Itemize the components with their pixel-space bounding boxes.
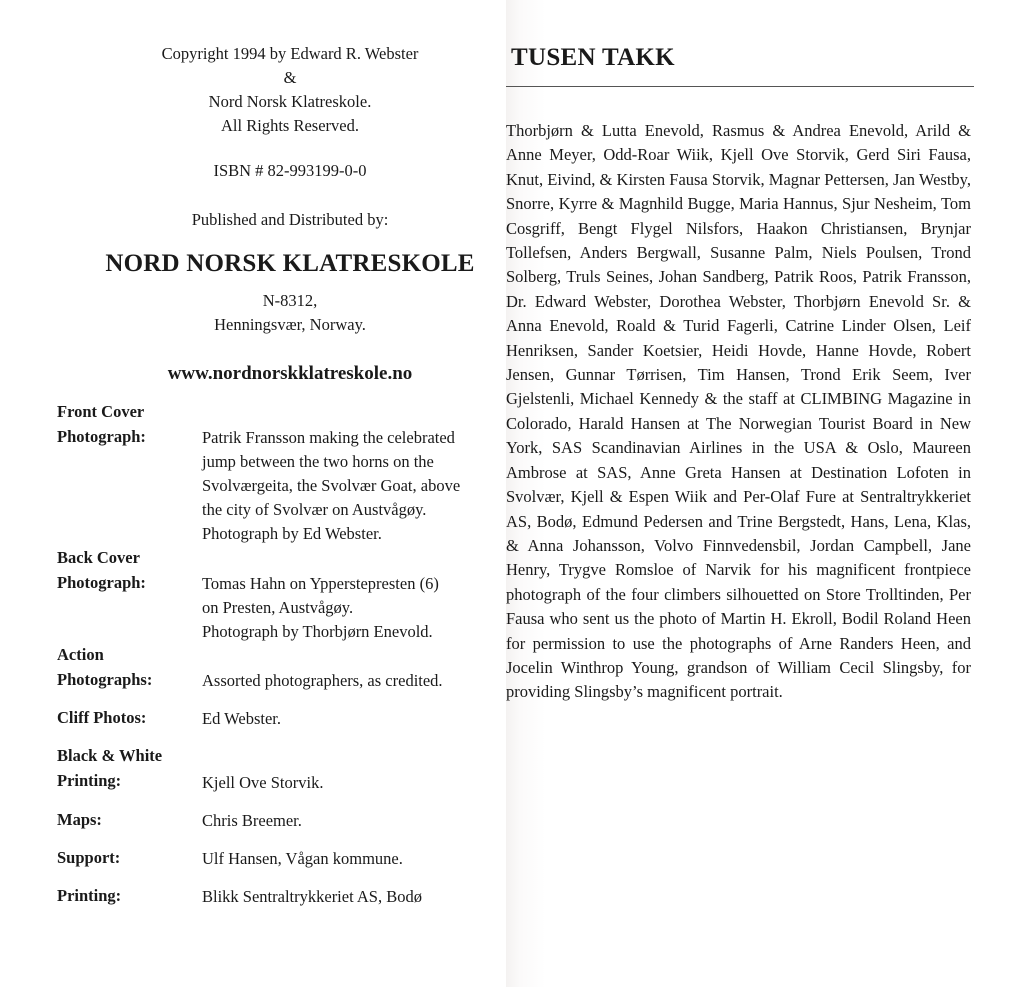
credit-value: jump between the two horns on the	[202, 452, 434, 471]
isbn: ISBN # 82-993199-0-0	[213, 161, 367, 180]
right-page	[506, 0, 1024, 987]
credit-value: Tomas Hahn on Ypperstepresten (6)	[202, 574, 439, 593]
credit-label: Back Cover	[57, 548, 140, 567]
publisher-address	[40, 289, 540, 337]
credit-label: Front Cover	[57, 402, 145, 421]
copyright-line: Nord Norsk Klatreskole.	[208, 92, 372, 111]
credit-label: Action	[57, 645, 104, 664]
address-line: N-8312,	[262, 291, 318, 310]
title-divider	[506, 86, 974, 87]
published-by: Published and Distributed by:	[191, 210, 389, 229]
credit-label: Cliff Photos:	[57, 708, 147, 727]
credit-value: Patrik Fransson making the celebrated	[202, 428, 455, 447]
credit-label: Printing:	[57, 771, 122, 790]
credit-value: Blikk Sentraltrykkeriet AS, Bodø	[202, 887, 422, 906]
credit-value: Assorted photographers, as credited.	[202, 671, 443, 690]
credit-label: Black & White	[57, 746, 163, 765]
credit-label: Photographs:	[57, 670, 153, 689]
credit-label: Photograph:	[57, 427, 146, 446]
credit-label: Printing:	[57, 886, 122, 905]
credit-value: Kjell Ove Storvik.	[202, 773, 324, 792]
credit-value: Chris Breemer.	[202, 811, 302, 830]
credit-label: Maps:	[57, 810, 102, 829]
credit-value: Svolværgeita, the Svolvær Goat, above	[202, 476, 461, 495]
copyright-line: All Rights Reserved.	[221, 116, 359, 135]
credit-value: Photograph by Thorbjørn Enevold.	[202, 622, 433, 641]
acknowledgements-text: Thorbjørn & Lutta Enevold, Rasmus & Andrea Enevold, Arild & Anne Meyer, Odd-Roar Wiik, Kjell Ove Storvik, Gerd Siri Fausa, Knut, Eivind, & Kirsten Fausa Storvik, Magnar Pettersen, Jan Westby, Snorre, Kyrre & Magnhild Bugge, Maria Hannus, Sjur Nesheim, Tom Cosgriff, Bengt Flygel Nilsfors, Haakon Christiansen, Brynjar Tollefsen, Anders Bergwall, Susanne Palm, Niels Poulsen, Trond Solberg, Truls Seines, Johan Sandberg, Patrik Roos, Patrik Fransson, Dr. Edward Webster, Dorothea Webster, Thorbjørn Enevold Sr. & Anna Enevold, Roald & Turid Fagerli, Catrine Linder Olsen, Leif Henriksen, Sander Koetsier, Heidi Hovde, Hanne Hovde, Robert Jensen, Gunnar Tørrisen, Tim Hansen, Trond Erik Seem, Iver Gjelstenli, Michael Kennedy & the staff at CLIMBING Magazine in Colorado, Harald Hansen at The Norwegian Tourist Board in New York, SAS Scandinavian Airlines in the USA & Oslo, Maureen Ambrose at SAS, Anne Greta Hansen at Destination Lofoten in Svolvær, Kjell & Espen Wiik and Per-Olaf Fure at Sentraltrykkeriet AS, Bodø, Edmund Pedersen and Trine Bergstedt, Hans, Lena, Klas, & Anna Johansson, Volvo Finnvedensbil, Jordan Campbell, Jane Henry, Trygve Romsloe of Narvik for his magnificent frontpiece photograph of the four climbers silhouetted on Store Trolltinden, Per Fausa who sent us the photo of Martin H. Ekroll, Bodil Roland Heen for permission to use the photographs of Arne Randers Heen, and Jocelin Winthrop Young, grandson of William Cecil Slingsby, for providing Slingsby’s magnificent portrait.	[506, 121, 971, 702]
copyright-block	[40, 42, 540, 138]
publisher-name: NORD NORSK KLATRESKOLE	[105, 250, 475, 277]
credit-label: Photograph:	[57, 573, 146, 592]
credit-value: the city of Svolvær on Austvågøy.	[202, 500, 427, 519]
page-title: TUSEN TAKK	[511, 44, 675, 71]
credit-value: Ed Webster.	[202, 709, 282, 728]
credit-value: on Presten, Austvågøy.	[202, 598, 354, 617]
credit-label: Support:	[57, 848, 121, 867]
credit-value: Photograph by Ed Webster.	[202, 524, 382, 543]
address-line: Henningsvær, Norway.	[214, 315, 366, 334]
copyright-line: Copyright 1994 by Edward R. Webster	[161, 44, 419, 63]
left-page	[0, 0, 506, 987]
website: www.nordnorskklatreskole.no	[167, 363, 413, 384]
copyright-line: &	[283, 68, 297, 87]
credit-value: Ulf Hansen, Vågan kommune.	[202, 849, 403, 868]
